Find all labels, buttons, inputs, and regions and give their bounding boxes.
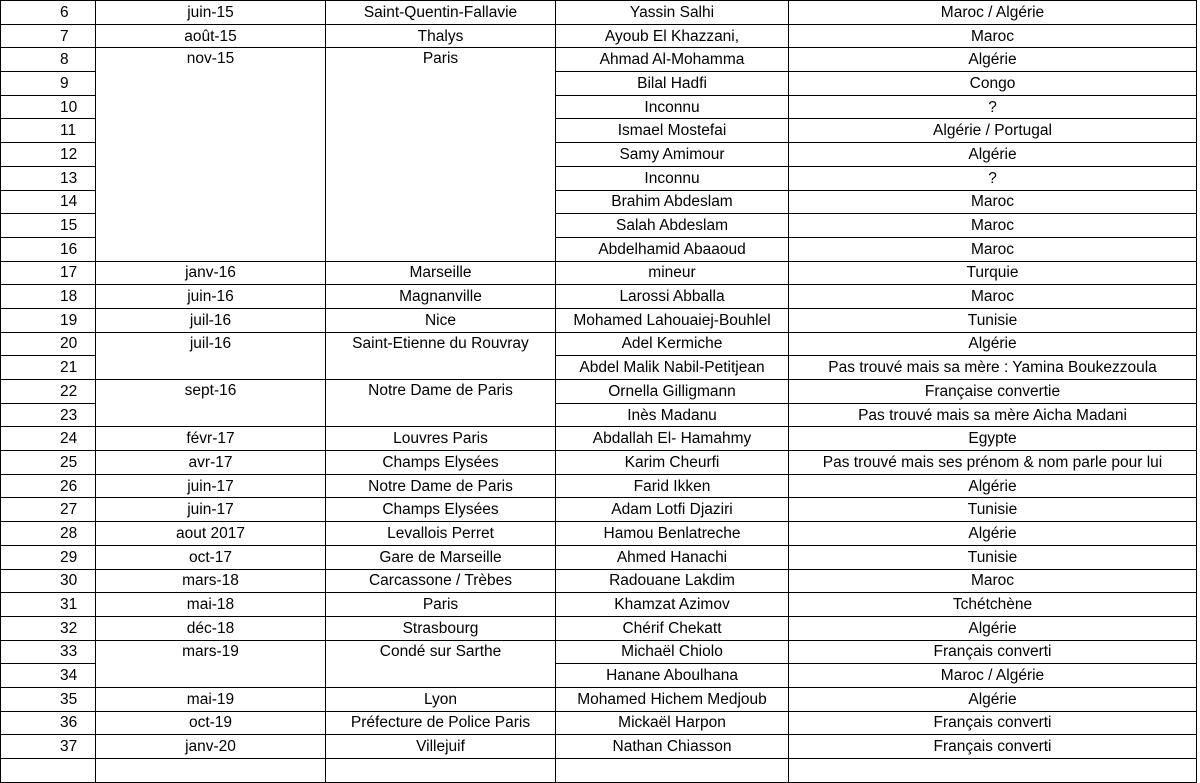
name-cell: Nathan Chiasson [556,735,789,759]
table-row [1,474,1197,498]
row-number: 13 [1,166,96,190]
date-cell: juin-17 [96,498,326,522]
origin-cell: Maroc [789,285,1197,309]
place-cell: Champs Elysées [326,498,556,522]
table-row [1,1,1197,25]
name-cell: Ismael Mostefai [556,119,789,143]
row-number: 9 [1,72,96,96]
origin-cell: Algérie [789,474,1197,498]
origin-cell: Maroc [789,237,1197,261]
date-cell: juin-15 [96,1,326,25]
row-number: 11 [1,119,96,143]
origin-cell: ? [789,166,1197,190]
origin-cell: Algérie [789,522,1197,546]
place-cell: Magnanville [326,285,556,309]
table-row [1,285,1197,309]
place-cell: Champs Elysées [326,451,556,475]
date-cell: juin-16 [96,285,326,309]
table-row [1,593,1197,617]
table-row [1,711,1197,735]
place-cell: Levallois Perret [326,522,556,546]
table-body [1,0,1197,782]
origin-cell: Français converti [789,640,1197,664]
row-number: 8 [1,48,96,72]
date-cell: juin-17 [96,474,326,498]
origin-cell: Algérie [789,687,1197,711]
date-cell: aout 2017 [96,522,326,546]
row-number: 29 [1,545,96,569]
name-cell: Hanane Aboulhana [556,664,789,688]
name-cell: Abdel Malik Nabil-Petitjean [556,356,789,380]
date-cell: juil-16 [96,308,326,332]
row-number: 33 [1,640,96,664]
origin-cell: Algérie [789,616,1197,640]
origin-cell: Egypte [789,427,1197,451]
row-number: 35 [1,687,96,711]
name-cell: Michaël Chiolo [556,640,789,664]
origin-cell: Maroc [789,214,1197,238]
name-cell: Adam Lotfi Djaziri [556,498,789,522]
name-cell: Bilal Hadfi [556,72,789,96]
row-number: 26 [1,474,96,498]
date-cell: janv-20 [96,735,326,759]
place-cell: Marseille [326,261,556,285]
row-number: 24 [1,427,96,451]
name-cell: Larossi Abballa [556,285,789,309]
table-row [1,24,1197,48]
date-cell: févr-17 [96,427,326,451]
table-row [1,640,1197,664]
place-cell: Notre Dame de Paris [326,380,556,427]
date-cell: avr-17 [96,451,326,475]
date-cell: mai-19 [96,687,326,711]
row-number: 37 [1,735,96,759]
row-number: 25 [1,451,96,475]
name-cell: Abdelhamid Abaaoud [556,237,789,261]
table-cell [789,759,1197,783]
name-cell: Inconnu [556,166,789,190]
origin-cell: Tchétchène [789,593,1197,617]
date-cell: nov-15 [96,48,326,261]
table-row [1,261,1197,285]
place-cell: Paris [326,593,556,617]
name-cell: Adel Kermiche [556,332,789,356]
date-cell: mars-18 [96,569,326,593]
origin-cell: Pas trouvé mais sa mère Aicha Madani [789,403,1197,427]
place-cell: Carcassone / Trèbes [326,569,556,593]
table-row [1,451,1197,475]
name-cell: Samy Amimour [556,143,789,167]
table-cell [556,759,789,783]
origin-cell: Maroc [789,190,1197,214]
origin-cell: Maroc [789,24,1197,48]
origin-cell: Français converti [789,711,1197,735]
name-cell: Ahmad Al-Mohamma [556,48,789,72]
place-cell: Notre Dame de Paris [326,474,556,498]
name-cell: Inconnu [556,95,789,119]
table-row [1,332,1197,356]
origin-cell: Algérie [789,143,1197,167]
place-cell: Paris [326,48,556,261]
row-number: 16 [1,237,96,261]
row-number: 18 [1,285,96,309]
row-number: 27 [1,498,96,522]
date-cell: juil-16 [96,332,326,379]
name-cell: Radouane Lakdim [556,569,789,593]
name-cell: Brahim Abdeslam [556,190,789,214]
origin-cell: Maroc / Algérie [789,1,1197,25]
origin-cell: Algérie / Portugal [789,119,1197,143]
row-number: 17 [1,261,96,285]
name-cell: Salah Abdeslam [556,214,789,238]
name-cell: Inès Madanu [556,403,789,427]
date-cell: oct-17 [96,545,326,569]
name-cell: Ornella Gilligmann [556,380,789,404]
place-cell: Saint-Quentin-Fallavie [326,1,556,25]
row-number: 30 [1,569,96,593]
date-cell: mai-18 [96,593,326,617]
origin-cell: Maroc [789,569,1197,593]
row-number: 12 [1,143,96,167]
row-number: 15 [1,214,96,238]
date-cell: déc-18 [96,616,326,640]
place-cell: Louvres Paris [326,427,556,451]
name-cell: Chérif Chekatt [556,616,789,640]
name-cell: Khamzat Azimov [556,593,789,617]
date-cell: oct-19 [96,711,326,735]
table-row [1,735,1197,759]
place-cell: Condé sur Sarthe [326,640,556,687]
table-row [1,380,1197,404]
row-number: 28 [1,522,96,546]
row-number: 7 [1,24,96,48]
row-number: 10 [1,95,96,119]
table-row [1,522,1197,546]
date-cell: janv-16 [96,261,326,285]
name-cell: Abdallah El- Hamahmy [556,427,789,451]
place-cell: Préfecture de Police Paris [326,711,556,735]
table-row [1,308,1197,332]
date-cell: mars-19 [96,640,326,687]
table-row [1,48,1197,72]
place-cell: Gare de Marseille [326,545,556,569]
row-number: 21 [1,356,96,380]
row-number: 19 [1,308,96,332]
origin-cell: Algérie [789,332,1197,356]
name-cell: Mohamed Lahouaiej-Bouhlel [556,308,789,332]
origin-cell: Française convertie [789,380,1197,404]
table-row [1,498,1197,522]
place-cell: Villejuif [326,735,556,759]
table-cell [1,759,96,783]
name-cell: Mohamed Hichem Medjoub [556,687,789,711]
row-number: 34 [1,664,96,688]
table-row [1,427,1197,451]
name-cell: Ayoub El Khazzani, [556,24,789,48]
name-cell: Yassin Salhi [556,1,789,25]
name-cell: Mickaël Harpon [556,711,789,735]
table-row [1,616,1197,640]
date-cell: août-15 [96,24,326,48]
place-cell: Strasbourg [326,616,556,640]
origin-cell: Tunisie [789,545,1197,569]
row-number: 23 [1,403,96,427]
origin-cell: Turquie [789,261,1197,285]
origin-cell: Algérie [789,48,1197,72]
name-cell: mineur [556,261,789,285]
table-row [1,759,1197,783]
name-cell: Hamou Benlatreche [556,522,789,546]
origin-cell: Tunisie [789,308,1197,332]
table-row [1,687,1197,711]
name-cell: Farid Ikken [556,474,789,498]
row-number: 32 [1,616,96,640]
place-cell: Saint-Etienne du Rouvray [326,332,556,379]
origin-cell: Congo [789,72,1197,96]
origin-cell: Pas trouvé mais sa mère : Yamina Boukezzoula [789,356,1197,380]
row-number: 36 [1,711,96,735]
origin-cell: Tunisie [789,498,1197,522]
origin-cell: Pas trouvé mais ses prénom & nom parle pour lui [789,451,1197,475]
date-cell: sept-16 [96,380,326,427]
table-cell [96,759,326,783]
origin-cell: Maroc / Algérie [789,664,1197,688]
table-cell [326,759,556,783]
place-cell: Thalys [326,24,556,48]
name-cell: Karim Cheurfi [556,451,789,475]
name-cell: Ahmed Hanachi [556,545,789,569]
table-row [1,569,1197,593]
row-number: 22 [1,380,96,404]
origin-cell: ? [789,95,1197,119]
row-number: 20 [1,332,96,356]
table-row [1,545,1197,569]
place-cell: Lyon [326,687,556,711]
place-cell: Nice [326,308,556,332]
row-number: 31 [1,593,96,617]
row-number: 6 [1,1,96,25]
row-number: 14 [1,190,96,214]
origin-cell: Français converti [789,735,1197,759]
